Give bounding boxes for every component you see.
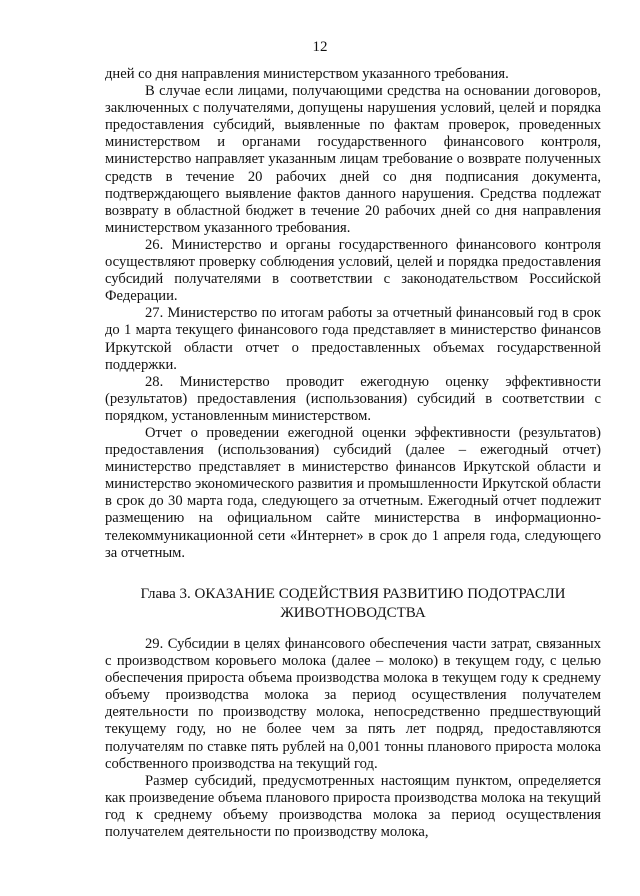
text-block-chapter-3 — [105, 636, 601, 841]
chapter-title-line-2: ЖИВОТНОВОДСТВА — [280, 605, 426, 621]
chapter-title-line-1: Глава 3. ОКАЗАНИЕ СОДЕЙСТВИЯ РАЗВИТИЮ ПОДОТРАСЛИ — [140, 586, 566, 602]
paragraph-violations: В случае если лицами, получающими средства на основании договоров, заключенных с получателями, допущены нарушения условий, целей и порядка предоставления субсидий, выявленные по фактам проверок, проведенных министерством и органами государственного финансового контроля, министерство направляет указанным лицам требование о возврате полученных средств в течение 20 рабочих дней со дня подписания документа, подтверждающего выявление фактов данного нарушения. Средства подлежат возврату в областной бюджет в течение 20 рабочих дней со дня направления министерством указанного требования. — [105, 83, 601, 236]
paragraph-27: 27. Министерство по итогам работы за отчетный финансовый год в срок до 1 марта текущего финансового года представляет в министерство финансов Иркутской области отчет о предоставленных объемах государственной поддержки. — [105, 305, 601, 373]
paragraph-subsidy-size: Размер субсидий, предусмотренных настоящим пунктом, определяется как произведение объема планового прироста производства молока на текущий год к среднему объему производства молока за период осуществления получателем деятельности по производству молока, — [105, 772, 601, 841]
text-block-continuation — [105, 66, 601, 562]
chapter-title — [105, 585, 601, 623]
paragraph-annual-report: Отчет о проведении ежегодной оценки эффективности (результатов) предоставления (использования) субсидий (далее – ежегодный отчет) министерство представляет в министерство финансов Иркутской области и министерство экономического развития и промышленности Иркутской области в срок до 30 марта года, следующего за отчетным. Ежегодный отчет подлежит размещению на официальном сайте министерства в информационно-телекоммуникационной сети «Интернет» в срок до 1 апреля года, следующего за отчетным. — [105, 424, 601, 561]
paragraph-28: 28. Министерство проводит ежегодную оценку эффективности (результатов) предоставления (использования) субсидий в соответствии с порядком, установленным министерством. — [105, 373, 601, 424]
paragraph-26: 26. Министерство и органы государственного финансового контроля осуществляют проверку соблюдения условий, целей и порядка предоставления субсидий получателями в соответствии с законодательством Российской Федерации. — [105, 236, 601, 305]
paragraph-continuation: дней со дня направления министерством указанного требования. — [105, 66, 509, 82]
page-number: 12 — [312, 39, 328, 55]
paragraph-29: 29. Субсидии в целях финансового обеспечения части затрат, связанных с производством коровьего молока (далее – молоко) в текущем году, с целью обеспечения прироста объема производства молока в текущем году к среднему объему производства молока за период осуществления получателем деятельности по производству молока, непосредственно предшествующий текущему году, но не более чем за пять лет подряд, предоставляются получателям по ставке пять рублей на 0,001 тонны планового прироста молока собственного производства на текущий год. — [105, 636, 601, 772]
